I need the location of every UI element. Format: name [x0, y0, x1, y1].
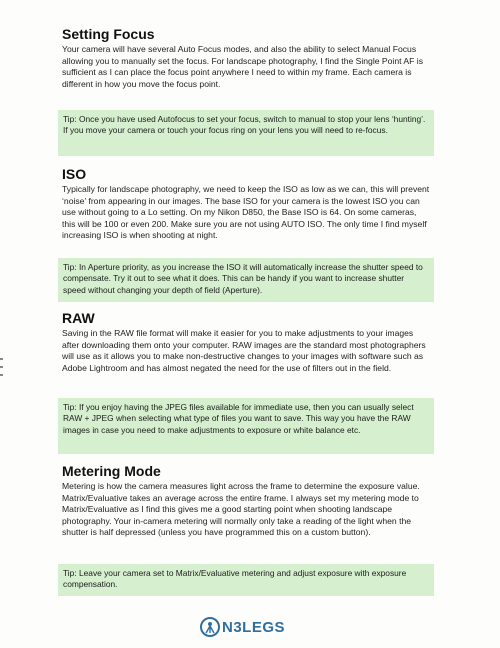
logo-wordmark: N3LEGS — [222, 618, 286, 636]
on3legs-logo — [200, 617, 285, 637]
paragraph-iso: Typically for landscape photography, we need to keep the ISO as low as we can, this will prevent ‘noise’ from appearing in our images. The base ISO for your camera is the lowest ISO you can use without going to a Lo setting. On my Nikon D850, the Base ISO is 64. On some cameras, this will be 100 or even 200. Make sure you are not using AUTO ISO. The only time I find myself increasing ISO is when shooting at night. — [62, 184, 430, 241]
heading-raw: RAW — [62, 310, 95, 326]
scan-artifact — [0, 374, 3, 376]
paragraph-metering-mode: Metering is how the camera measures light across the frame to determine the exposure value. Matrix/Evaluative takes an average across the entire frame. I always set my metering mode to Matrix/Evaluative as I find this gives me a good starting point when shooting landscape photography. Your in-camera metering will normally only take a reading of the light when the shutter is half depressed (unless you have programmed this on a custom button). — [62, 481, 420, 538]
tip-iso: Tip: In Aperture priority, as you increase the ISO it will automatically increase the shutter speed to compensate. Try it out to see what it does. This can be handy if you want to increase shutter speed without changing your depth of field (Aperture). — [58, 258, 434, 302]
scan-artifact — [0, 358, 3, 360]
tip-metering-mode: Tip: Leave your camera set to Matrix/Evaluative metering and adjust exposure with exposure compensation. — [58, 564, 434, 596]
camera-lens-o-icon — [200, 617, 220, 637]
tip-raw: Tip: If you enjoy having the JPEG files available for immediate use, then you can usually select RAW + JPEG when selecting what type of files you want to save. This way you have the RAW images in case you need to make adjustments to exposure or white balance etc. — [58, 398, 434, 454]
heading-iso: ISO — [62, 166, 87, 182]
heading-metering-mode: Metering Mode — [62, 463, 161, 479]
paragraph-setting-focus: Your camera will have several Auto Focus modes, and also the ability to select Manual Focus allowing you to manually set the focus. For landscape photography, I find the Single Point AF is sufficient as I can place the focus point anywhere I need to within my frame. Each camera is different in how you move the focus point. — [62, 44, 423, 89]
tip-setting-focus: Tip: Once you have used Autofocus to set your focus, switch to manual to stop your lens ‘hunting’. If you move your camera or touch your focus ring on your lens you will need to re-focus. — [58, 110, 434, 156]
scan-artifact — [0, 366, 3, 368]
paragraph-raw: Saving in the RAW file format will make it easier for you to make adjustments to your images after downloading them onto your computer. RAW images are the standard most photographers will use as it allows you to make non-destructive changes to your images with software such as Adobe Lightroom and has almost negated the need for the use of filters out in the field. — [62, 328, 426, 373]
heading-setting-focus: Setting Focus — [62, 26, 155, 42]
